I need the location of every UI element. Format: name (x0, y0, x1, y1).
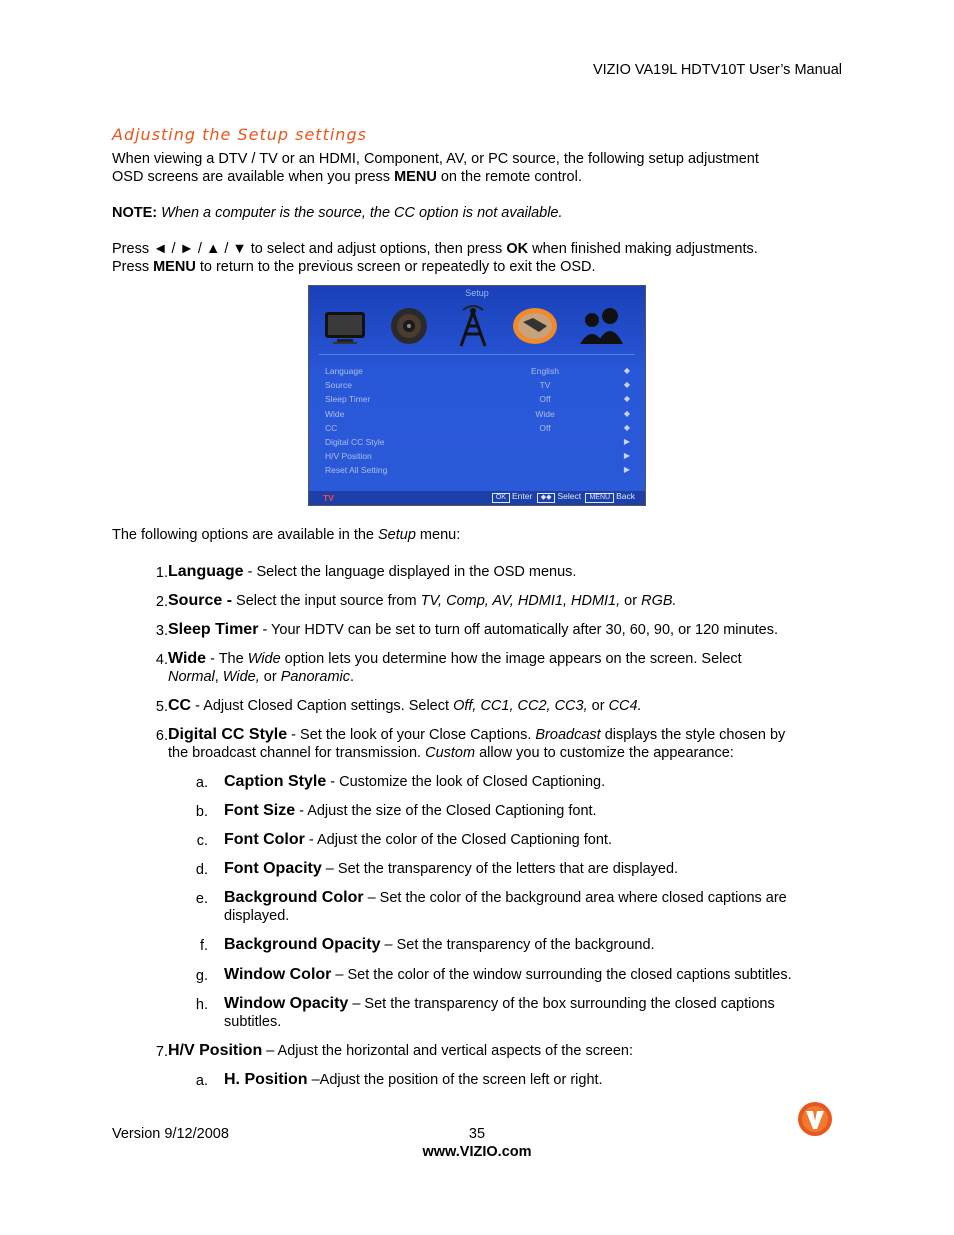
submenu-arrow-icon: ▶ (623, 465, 630, 475)
list-item-wide: Wide - The Wide option lets you determine how the image appears on the screen. Select Normal, Wide, or Panoramic. (168, 650, 742, 685)
sublist-letter: d. (195, 862, 208, 878)
osd-row-digital-cc-style[interactable]: Digital CC Style ▶ (325, 436, 630, 447)
sublist-item-background-color: Background Color – Set the color of the background area where closed captions are displayed. (224, 889, 787, 924)
note-text: When a computer is the source, the CC option is not available. (157, 205, 563, 221)
adjust-arrows-icon: ◆ (623, 380, 630, 390)
tv-picture-icon (321, 304, 369, 348)
sublist-letter: c. (196, 833, 208, 849)
list-number: 7. (155, 1044, 168, 1060)
website-url[interactable]: www.VIZIO.com (422, 1144, 532, 1160)
list-number: 6. (155, 728, 168, 744)
navigation-instructions: Press ◄ / ► / ▲ / ▼ to select and adjust options, then press OK when finished making adjustments. Press MENU to return to the previous screen or repeatedly to exit the OSD. (112, 241, 758, 275)
list-item-source: Source - Select the input source from TV, Comp, AV, HDMI1, HDMI1, or RGB. (168, 592, 677, 609)
adjust-arrows-icon: ◆ (623, 366, 630, 375)
osd-title: Setup (465, 288, 489, 298)
sublist-item-caption-style: Caption Style - Customize the look of Closed Captioning. (224, 773, 606, 790)
users-parental-icon (577, 304, 625, 348)
osd-menu-list (325, 364, 630, 478)
setup-selected-icon (511, 304, 559, 348)
list-number: 2. (155, 594, 168, 610)
version-label: Version 9/12/2008 (112, 1126, 229, 1142)
audio-speaker-icon (385, 304, 433, 348)
submenu-arrow-icon: ▶ (623, 436, 630, 446)
sublist-letter: f. (199, 938, 208, 954)
osd-row-cc[interactable]: CC Off ◆ (325, 422, 630, 433)
list-item-hv-position: H/V Position – Adjust the horizontal and vertical aspects of the screen: (168, 1042, 634, 1059)
list-item-digital-cc-style: Digital CC Style - Set the look of your Close Captions. Broadcast displays the style chosen by the broadcast channel for transmission. Custom allow you to customize the appearance: (168, 726, 786, 761)
sublist-item-font-size: Font Size - Adjust the size of the Closed Captioning font. (224, 802, 597, 819)
osd-row-language[interactable]: Language English ◆ (325, 366, 630, 376)
osd-row-reset-all[interactable]: Reset All Setting ▶ (325, 465, 630, 476)
list-number: 3. (155, 623, 168, 639)
intro-paragraph (112, 150, 832, 186)
sublist-letter: h. (195, 997, 208, 1013)
sublist-item-font-opacity: Font Opacity – Set the transparency of the letters that are displayed. (224, 860, 679, 877)
menu-key-icon: MENU (585, 493, 614, 503)
note-label: NOTE: (112, 205, 158, 221)
setup-osd-screenshot (308, 285, 646, 506)
osd-row-hv-position[interactable]: H/V Position ▶ (325, 451, 630, 462)
sublist-letter: a. (195, 1073, 208, 1089)
list-number: 5. (155, 699, 168, 715)
select-key-icon: ◆◆ (537, 493, 556, 503)
osd-source-label: TV (323, 493, 334, 503)
osd-icon-bar (319, 300, 635, 355)
page-number: 35 (468, 1126, 486, 1142)
manual-title: VIZIO VA19L HDTV10T User’s Manual (592, 62, 842, 78)
sublist-item-h-position: H. Position –Adjust the position of the screen left or right. (224, 1071, 603, 1088)
adjust-arrows-icon: ◆ (623, 394, 630, 404)
sublist-item-window-color: Window Color – Set the color of the window surrounding the closed captions subtitles. (224, 966, 792, 983)
list-item-cc: CC - Adjust Closed Caption settings. Select Off, CC1, CC2, CC3, or CC4. (168, 697, 642, 714)
vizio-logo-icon (797, 1101, 833, 1137)
osd-row-wide[interactable]: Wide Wide ◆ (325, 408, 630, 419)
sublist-item-background-opacity: Background Opacity – Set the transparency of the background. (224, 936, 655, 953)
note (112, 204, 832, 222)
sublist-letter: e. (195, 891, 208, 907)
section-title: Adjusting the Setup settings (112, 125, 367, 144)
intro-line-2: OSD screens are available when you press MENU on the remote control. (112, 169, 582, 185)
adjust-arrows-icon: ◆ (623, 422, 630, 432)
sublist-letter: b. (195, 804, 208, 820)
list-item-sleep-timer: Sleep Timer - Your HDTV can be set to turn off automatically after 30, 60, 90, or 120 minutes. (168, 621, 779, 638)
ok-key-icon: OK (492, 493, 510, 503)
antenna-tuner-icon (449, 304, 497, 348)
list-number: 1. (155, 565, 168, 581)
sublist-item-window-opacity: Window Opacity – Set the transparency of the box surrounding the closed captions subtitles. (224, 995, 775, 1030)
adjust-arrows-icon: ◆ (623, 408, 630, 418)
list-item-language: Language - Select the language displayed in the OSD menus. (168, 563, 577, 580)
osd-help-bar: OK Enter ◆◆ Select MENU Back (490, 491, 635, 503)
sublist-letter: g. (195, 968, 208, 984)
intro-line-1: When viewing a DTV / TV or an HDMI, Component, AV, or PC source, the following setup adjustment (112, 151, 759, 167)
sublist-letter: a. (195, 775, 208, 791)
submenu-arrow-icon: ▶ (623, 451, 630, 461)
osd-row-source[interactable]: Source TV ◆ (325, 380, 630, 391)
options-intro: The following options are available in the Setup menu: (112, 527, 461, 543)
list-number: 4. (155, 652, 168, 668)
osd-row-sleep-timer[interactable]: Sleep Timer Off ◆ (325, 394, 630, 405)
sublist-item-font-color: Font Color - Adjust the color of the Closed Captioning font. (224, 831, 612, 848)
